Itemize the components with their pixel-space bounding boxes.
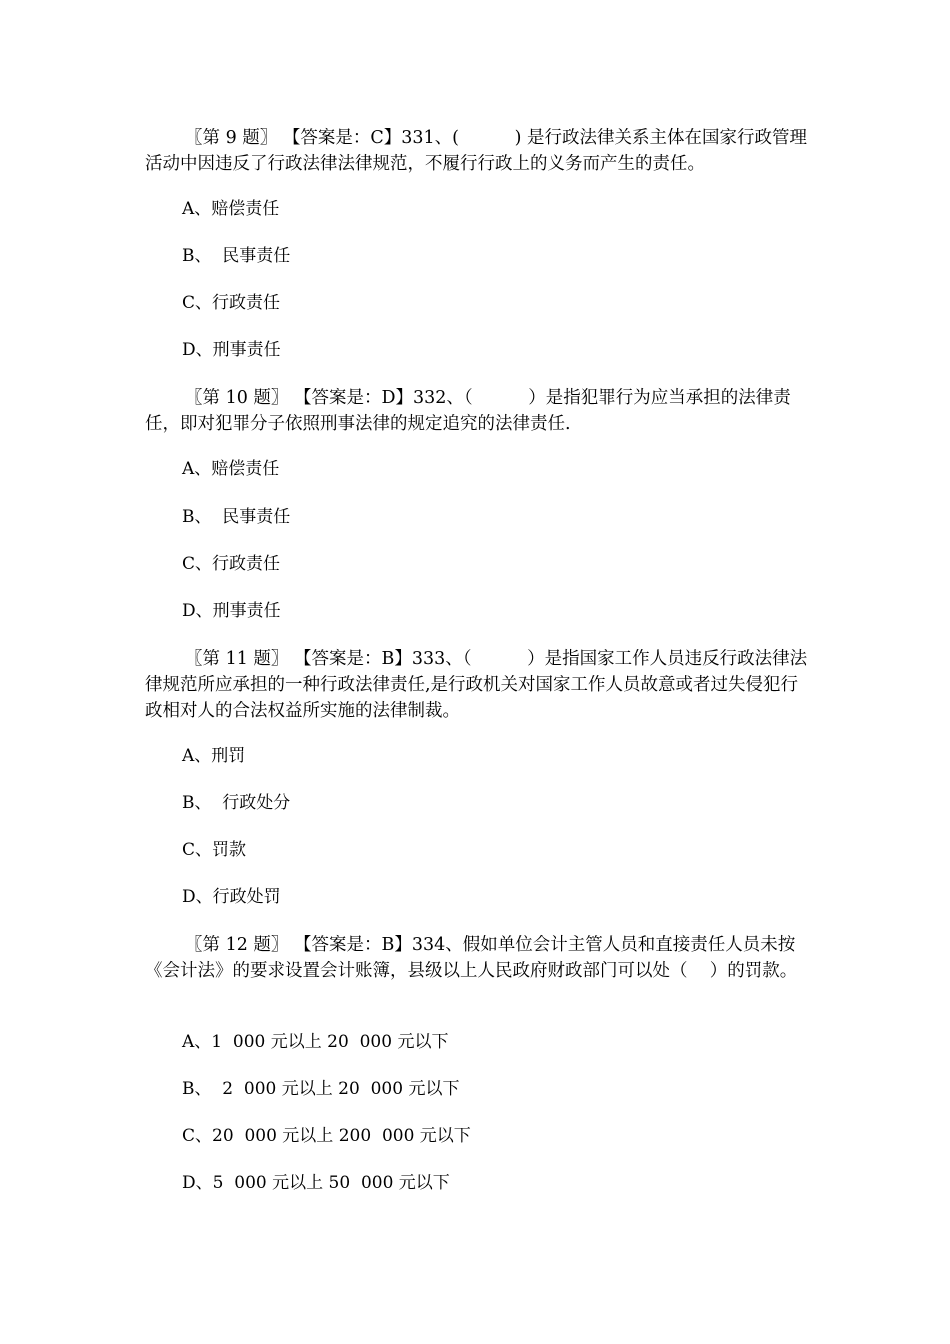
question-10-stem: 〖第 10 题〗 【答案是：D】332、（ ）是指犯罪行为应当承担的法律责任，即对犯罪分子依照刑事法律的规定追究的法律责任. — [145, 388, 791, 434]
question-10-option-a: A、赔偿责任 — [182, 459, 280, 479]
question-12-option-a: A、1 000 元以上 20 000 元以下 — [182, 1032, 449, 1052]
question-10-option-b: B、 民事责任 — [182, 507, 291, 527]
question-9-option-b: B、 民事责任 — [182, 246, 291, 266]
question-11-option-b: B、 行政处分 — [182, 793, 291, 813]
question-9-stem: 〖第 9 题〗 【答案是：C】331、( ) 是行政法律关系主体在国家行政管理活动中因违反了行政法律法律规范，不履行行政上的义务而产生的责任。 — [145, 128, 807, 174]
question-9-option-a: A、赔偿责任 — [182, 199, 280, 219]
question-9-option-d: D、刑事责任 — [182, 340, 281, 360]
question-12-option-b: B、 2 000 元以上 20 000 元以下 — [182, 1079, 460, 1099]
question-12-stem: 〖第 12 题〗 【答案是：B】334、假如单位会计主管人员和直接责任人员未按《会计法》的要求设置会计账簿，县级以上人民政府财政部门可以处（ ）的罚款。 — [145, 935, 798, 981]
question-11-option-a: A、刑罚 — [182, 746, 246, 766]
question-12-option-d: D、5 000 元以上 50 000 元以下 — [182, 1173, 450, 1193]
question-12-option-c: C、20 000 元以上 200 000 元以下 — [182, 1126, 471, 1146]
question-9-option-c: C、行政责任 — [182, 293, 281, 313]
question-10-option-d: D、刑事责任 — [182, 601, 281, 621]
question-11-stem: 〖第 11 题〗 【答案是：B】333、（ ）是指国家工作人员违反行政法律法律规范所应承担的一种行政法律责任,是行政机关对国家工作人员故意或者过失侵犯行政相对人的合法权益所实施的法律制裁。 — [145, 649, 808, 721]
question-11-option-d: D、行政处罚 — [182, 887, 281, 907]
question-11-option-c: C、罚款 — [182, 840, 247, 860]
question-10-option-c: C、行政责任 — [182, 554, 281, 574]
